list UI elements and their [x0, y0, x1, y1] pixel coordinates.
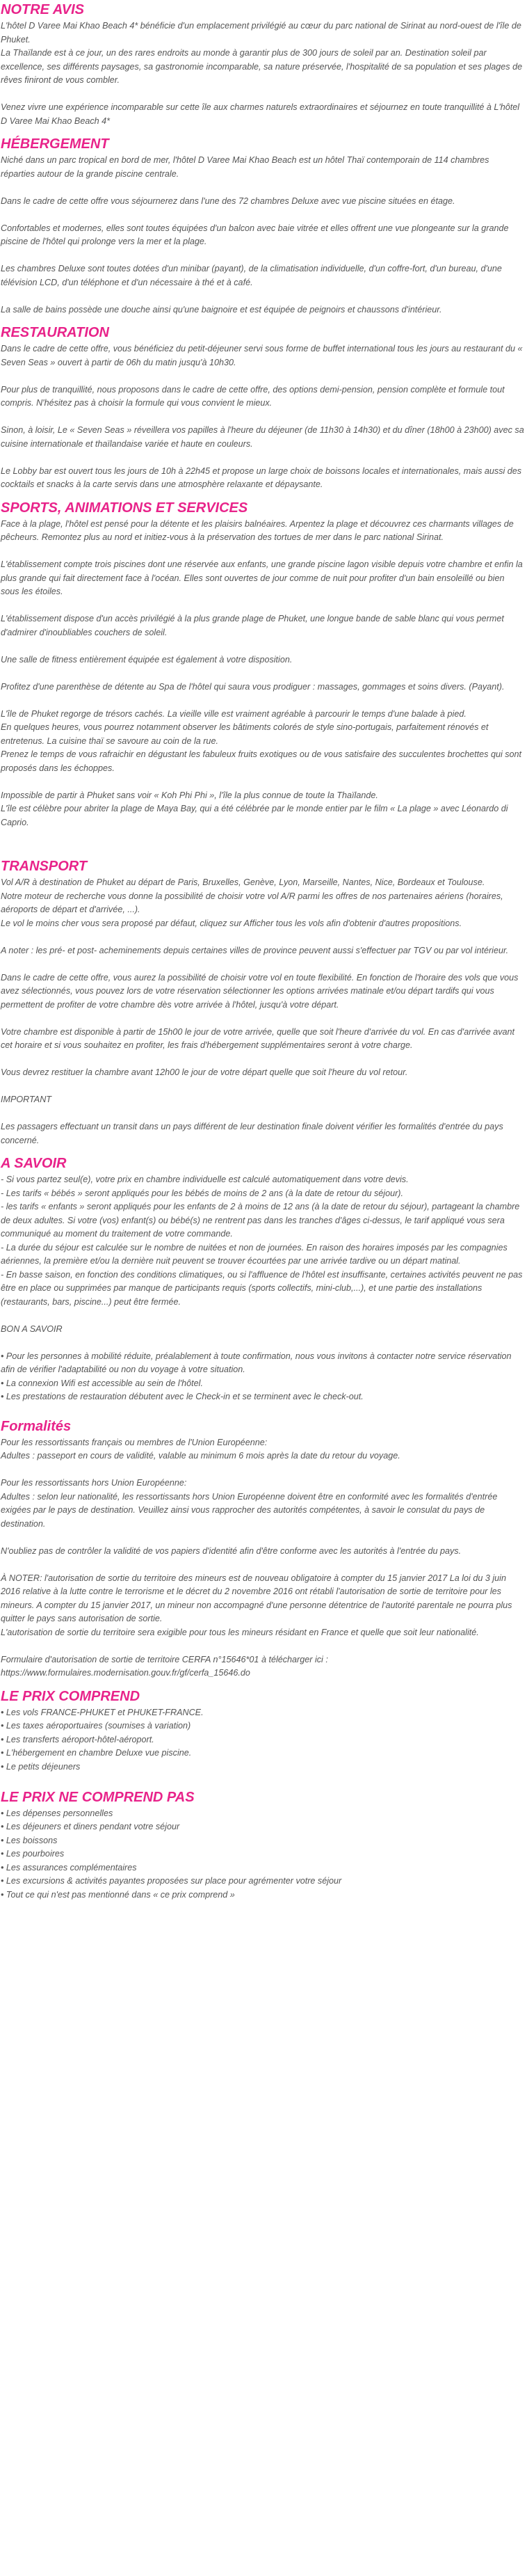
section-title-transport: TRANSPORT: [1, 859, 88, 874]
paragraph: Pour les ressortissants français ou membres de l'Union Européenne:: [1, 1437, 268, 1447]
list-item: • Les taxes aéroportuaires (soumises à variation): [1, 1719, 525, 1733]
section-title-prix-ne-comprend: LE PRIX NE COMPREND PAS: [1, 1789, 195, 1805]
paragraph: Adultes : passeport en cours de validité, valable au minimum 6 mois après la date du retour du voyage.: [1, 1451, 400, 1461]
list-item: • Les vols FRANCE-PHUKET et PHUKET-FRANCE.: [1, 1706, 525, 1720]
paragraph: L'hôtel D Varee Mai Khao Beach 4* bénéficie d'un emplacement privilégié au cœur du parc national de Sirinat au nord-ouest de l'île de Phuket.: [1, 21, 521, 45]
paragraph: Les chambres Deluxe sont toutes dotées d'un minibar (payant), de la climatisation individuelle, d'un coffre-fort, d'un bureau, d'une télévision LCD, d'un téléphone et d'un nécessaire à thé et à café.: [1, 264, 502, 287]
paragraph: Venez vivre une expérience incomparable sur cette île aux charmes naturels extraordinaires et séjournez en toute tranquillité à L'hôtel D Varee Mai Khao Beach 4*: [1, 102, 520, 126]
list-item: • Le petits déjeuners: [1, 1760, 525, 1774]
paragraph: Vous devrez restituer la chambre avant 12h00 le jour de votre départ quelle que soit l'heure du vol retour.: [1, 1067, 408, 1077]
section-title-a-savoir: A SAVOIR: [1, 1156, 67, 1171]
section-prix-ne-comprend: [1, 1788, 525, 1902]
paragraph: La salle de bains possède une douche ainsi qu'une baignoire et est équipée de peignoirs et chaussons d'intérieur.: [1, 304, 442, 315]
paragraph: Notre moteur de recherche vous donne la possibilité de choisir votre vol A/R parmi les offres de nos partenaires aériens (horaires, aéroports de départ et d'arrivée, ...).: [1, 891, 503, 914]
paragraph: Pour les ressortissants hors Union Européenne:: [1, 1478, 187, 1488]
section-sports: [1, 498, 525, 830]
paragraph: En quelques heures, vous pourrez notamment observer les bâtiments colorés de style sino-portugais, parfaitement rénovés et entretenus. La cuisine thaï se savoure au coin de la rue.: [1, 722, 489, 746]
paragraph: Votre chambre est disponible à partir de 15h00 le jour de votre arrivée, quelle que soit l'heure d'arrivée du vol. En cas d'arrivée avant cet horaire et si vous souhaitez en profiter, les frais d'hébergement supplémentaires seront à votre charge.: [1, 1026, 515, 1050]
section-a-savoir: [1, 1154, 525, 1404]
list-item: • Les prestations de restauration débutent avec le Check-in et se terminent avec le check-out.: [1, 1390, 525, 1404]
section-restauration: [1, 323, 525, 492]
section-notre-avis: [1, 0, 525, 128]
section-title-formalites: Formalités: [1, 1418, 72, 1434]
paragraph: L'autorisation de sortie du territoire sera exigible pour tous les mineurs résidant en France et quelle que soit leur nationalité.: [1, 1627, 479, 1637]
section-title-restauration: RESTAURATION: [1, 325, 109, 340]
section-title-notre-avis: NOTRE AVIS: [1, 2, 85, 17]
paragraph: L'île est célèbre pour abriter la plage de Maya Bay, qui a été célébrée par le monde entier par le film « La plage » avec Léonardo di Caprio.: [1, 804, 508, 827]
paragraph: Le vol le moins cher vous sera proposé par défaut, cliquez sur Afficher tous les vols afin d'obtenir d'autres propositions.: [1, 918, 462, 928]
paragraph: La Thaïlande est à ce jour, un des rares endroits au monde à garantir plus de 300 jours de soleil par an. Destination soleil par excellence, ses différents paysages, sa gastronomie incomparable, sa nature préservée, l'hospitalité de sa population et ses plages de rêves finiront de vous combler.: [1, 48, 523, 85]
paragraph: Formulaire d'autorisation de sortie de territoire CERFA n°15646*01 à télécharger ici :: [1, 1654, 328, 1664]
list-item: • L'hébergement en chambre Deluxe vue piscine.: [1, 1747, 525, 1760]
paragraph: Le Lobby bar est ouvert tous les jours de 10h à 22h45 et propose un large choix de boissons locales et internationales, mais aussi des cocktails et snacks à la carte servis dans une atmosphère relaxante et dépaysante.: [1, 466, 522, 489]
prix-ne-comprend-list: [1, 1807, 525, 1902]
paragraph: Vol A/R à destination de Phuket au départ de Paris, Bruxelles, Genève, Lyon, Marseille, Nantes, Nice, Bordeaux et Toulouse.: [1, 877, 485, 887]
paragraph: Confortables et modernes, elles sont toutes équipées d'un balcon avec baie vitrée et elles offrent une vue plongeante sur la grande piscine de l'hôtel qui prolonge vers la mer et la plage.: [1, 223, 509, 246]
list-item: • Les assurances complémentaires: [1, 1861, 525, 1875]
paragraph: Niché dans un parc tropical en bord de mer, l'hôtel D Varee Mai Khao Beach est un hôtel Thaï contemporain de 114 chambres réparties autour de la grande piscine centrale.: [1, 155, 489, 179]
section-title-hebergement: HÉBERGEMENT: [1, 136, 109, 152]
section-formalites: [1, 1417, 525, 1680]
list-item: • Les excursions & activités payantes proposées sur place pour agrémenter votre séjour: [1, 1875, 525, 1889]
bon-a-savoir-list: [1, 1350, 525, 1404]
paragraph: A noter : les pré- et post- acheminements depuis certaines villes de province peuvent aussi s'effectuer par TGV ou par vol intérieur.: [1, 945, 509, 955]
paragraph: - Si vous partez seul(e), votre prix en chambre individuelle est calculé automatiquement dans votre devis.: [1, 1175, 409, 1184]
paragraph: N'oubliez pas de contrôler la validité de vos papiers d'identité afin d'être conforme avec les autorités à l'entrée du pays.: [1, 1545, 462, 1556]
paragraph: Profitez d'une parenthèse de détente au Spa de l'hôtel qui saura vous prodiguer : massages, gommages et soins divers. (Payant).: [1, 681, 505, 692]
list-item: • Les transferts aéroport-hôtel-aéroport.: [1, 1733, 525, 1747]
paragraph: Impossible de partir à Phuket sans voir « Koh Phi Phi », l'île la plus connue de toute la Thaïlande.: [1, 790, 378, 800]
list-item: • La connexion Wifi est accessible au sein de l'hôtel.: [1, 1377, 525, 1391]
paragraph: Les passagers effectuant un transit dans un pays différent de leur destination finale doivent vérifier les formalités d'entrée du pays concerné.: [1, 1122, 503, 1145]
list-item: • Les dépenses personnelles: [1, 1807, 525, 1821]
paragraph: - En basse saison, en fonction des conditions climatiques, ou si l'affluence de l'hôtel est insuffisante, certaines activités peuvent ne pas être en place ou supprimées par manque de participants requis (sports collectifs, mini-club,...), et une partie des installations (restaurants, bars, piscine...) peut être fermée.: [1, 1269, 523, 1307]
section-title-prix-comprend: LE PRIX COMPREND: [1, 1688, 140, 1704]
section-hebergement: [1, 134, 525, 317]
list-item: • Les boissons: [1, 1834, 525, 1848]
list-item: • Les pourboires: [1, 1847, 525, 1861]
paragraph: Dans le cadre de cette offre, vous aurez la possibilité de choisir votre vol en toute flexibilité. En fonction de l'horaire des vols que vous avez sélectionnés, vous pouvez lors de votre réservation sélectionner les options arrivées matinale et/ou départ tardifs qui vous permettent de profiter de votre chambre dès votre arrivée à l'hôtel, jusqu'à votre départ.: [1, 972, 519, 1010]
list-item: • Tout ce qui n'est pas mentionné dans « ce prix comprend »: [1, 1889, 525, 1902]
paragraph: Adultes : selon leur nationalité, les ressortissants hors Union Européenne doivent être en conformité avec les formalités d'entrée exigées par le pays de destination. Veuillez ainsi vous rapprocher des autorités compétentes, à savoir le consulat du pays de destination.: [1, 1491, 498, 1529]
section-transport: [1, 857, 525, 1147]
paragraph: Une salle de fitness entièrement équipée est également à votre disposition.: [1, 654, 293, 665]
paragraph: - les tarifs « enfants » seront appliqués pour les enfants de 2 à moins de 12 ans (à la date de retour du séjour), partageant la chambre de deux adultes. Si votre (vos) enfant(s) ou bébé(s) ne rentrent pas dans les tranches d'âges ci-dessus, le tarif appliqué vous sera communiqué au moment du traitement de votre commande.: [1, 1202, 520, 1239]
paragraph: Dans le cadre de cette offre, vous bénéficiez du petit-déjeuner servi sous forme de buffet international tous les jours au restaurant du « Seven Seas » ouvert à partir de 06h du matin jusqu'à 10h30.: [1, 344, 523, 367]
list-item: • Pour les personnes à mobilité réduite, préalablement à toute confirmation, nous vous invitons à contacter notre service réservation afin de vérifier l'adaptabilité ou non du voyage à votre situation.: [1, 1350, 525, 1377]
paragraph: L'établissement compte trois piscines dont une réservée aux enfants, une grande piscine lagon visible depuis votre chambre et enfin la plus grande qui fait directement face à l'océan. Elles sont ouvertes de jour comme de nuit pour profiter d'un bain ensoleillé ou bien sous les étoiles.: [1, 559, 523, 596]
paragraph: Dans le cadre de cette offre vous séjournerez dans l'une des 72 chambres Deluxe avec vue piscine situées en étage.: [1, 196, 455, 206]
prix-comprend-list: [1, 1706, 525, 1774]
paragraph: L'établissement dispose d'un accès privilégié à la plus grande plage de Phuket, une longue bande de sable blanc qui vous permet d'admirer d'inoubliables couchers de soleil.: [1, 614, 504, 637]
list-item: • Les déjeuners et diners pendant votre séjour: [1, 1820, 525, 1834]
paragraph: Sinon, à loisir, Le « Seven Seas » réveillera vos papilles à l'heure du déjeuner (de 11h30 à 14h30) et du dîner (18h00 à 23h00) avec sa cuisine internationale et thaïlandaise variée et haute en couleurs.: [1, 425, 524, 449]
paragraph: - La durée du séjour est calculée sur le nombre de nuitées et non de journées. En raison des horaires imposés par les compagnies aériennes, la première et/ou la dernière nuit peuvent se trouver écourtées par une arrivée tardive ou un départ matinal.: [1, 1242, 508, 1266]
cerfa-link-text: https://www.formulaires.modernisation.gouv.fr/gf/cerfa_15646.do: [1, 1668, 250, 1678]
paragraph: Face à la plage, l'hôtel est pensé pour la détente et les plaisirs balnéaires. Arpentez la plage et découvrez ces charmants villages de pêcheurs. Remontez plus au nord et initiez-vous à la préservation des tortues de mer dans le parc national Sirinat.: [1, 518, 514, 542]
paragraph: À NOTER: l'autorisation de sortie du territoire des mineurs est de nouveau obligatoire à compter du 15 janvier 2017 La loi du 3 juin 2016 relative à la lutte contre le terrorisme et le décret du 2 novembre 2016 ont rétabli l'autorisation de sortie de territoire pour les mineurs. A compter du 15 janvier 2017, un mineur non accompagné d'une personne détentrice de l'autorité parentale ne pourra plus quitter le pays sans autorisation de sortie.: [1, 1573, 512, 1623]
paragraph: L'île de Phuket regorge de trésors cachés. La vieille ville est vraiment agréable à parcourir le temps d'une balade à pied.: [1, 708, 467, 719]
paragraph: IMPORTANT: [1, 1095, 51, 1104]
section-title-sports: SPORTS, ANIMATIONS ET SERVICES: [1, 500, 248, 516]
paragraph: Pour plus de tranquillité, nous proposons dans le cadre de cette offre, des options demi-pension, pension complète et formule tout compris. N'hésitez pas à choisir la formule qui vous convient le mieux.: [1, 384, 505, 408]
paragraph: BON A SAVOIR: [1, 1323, 63, 1334]
paragraph: - Les tarifs « bébés » seront appliqués pour les bébés de moins de 2 ans (à la date de retour du séjour).: [1, 1188, 403, 1198]
paragraph: Prenez le temps de vous rafraichir en dégustant les fabuleux fruits exotiques ou de vous satisfaire des succulentes brochettes qui sont proposés dans les échoppes.: [1, 749, 522, 773]
section-prix-comprend: [1, 1687, 525, 1774]
